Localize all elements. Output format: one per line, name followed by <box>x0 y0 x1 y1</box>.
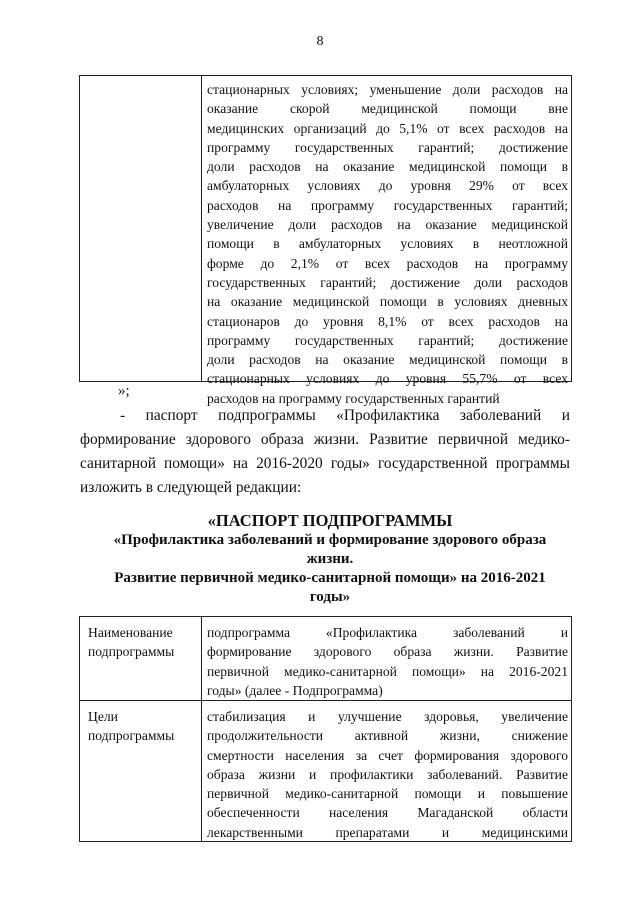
amendment-paragraph <box>80 404 570 500</box>
paragraph-line: изложить в следующей редакции: <box>80 479 302 496</box>
closing-quote: »; <box>118 383 130 399</box>
row-value-line: первичной медико-санитарной помощи» на 2016-2021 <box>207 663 568 679</box>
table-text-line: стационарных условиях; уменьшение доли расходов на <box>207 82 568 97</box>
table-text-line: программу государственных гарантий; достижение <box>207 139 568 155</box>
row-value-line: продолжительности активной жизни, снижение <box>207 728 568 744</box>
table-text-line: расходов на программу государственных гарантий <box>207 390 500 406</box>
row-value-cell <box>202 617 571 700</box>
table-text-line: медицинских организаций до 5,1% от всех расходов на <box>207 120 568 136</box>
row-value-line: годы» (далее - Подпрограмма) <box>207 682 383 698</box>
row-label-line: подпрограммы <box>88 644 175 660</box>
row-value-line: образа жизни и профилактики заболеваний. Развитие <box>207 766 568 782</box>
row-value-line: обеспеченности населения Магаданской области <box>207 805 568 821</box>
row-value-cell <box>202 701 571 841</box>
table-text-line: стационарных условиях до уровня 55,7% от всех <box>207 371 568 387</box>
paragraph-line: санитарной помощи» на 2016-2020 годы» государственной программы <box>80 455 570 472</box>
table-text-line: на оказание медицинской помощи в условиях дневных <box>207 294 568 310</box>
table-text-line: увеличение доли расходов на оказание медицинской <box>207 217 568 233</box>
passport-subtitle-line: Развитие первичной медико-санитарной помощи» на 2016-2021 <box>114 570 546 586</box>
row-label-cell <box>80 701 202 841</box>
passport-heading <box>100 511 560 607</box>
row-label-line: Цели <box>88 709 118 724</box>
passport-subtitle-line: жизни. <box>306 551 354 567</box>
row-value-line: формирование здорового образа жизни. Развитие <box>207 644 568 660</box>
row-label-line: Наименование <box>88 625 173 640</box>
continuation-table-value-cell <box>202 76 571 406</box>
table-text-line: стационаров до уровня 8,1% от всех расходов на <box>207 313 568 329</box>
table-text-line: доли расходов на оказание медицинской помощи в <box>207 159 568 175</box>
row-value-line: смертности населения за счет формирования здорового <box>207 747 568 763</box>
passport-table <box>79 616 572 842</box>
row-value-line: лекарственными препаратами и медицинскими <box>207 824 568 840</box>
row-value-line: подпрограмма «Профилактика заболеваний и <box>207 625 568 640</box>
passport-subtitle-line: годы» <box>309 589 351 605</box>
table-text-line: помощи в амбулаторных условиях в неотложной <box>207 236 568 252</box>
table-row <box>80 617 571 700</box>
row-label-cell <box>80 617 202 700</box>
table-text-line: расходов на программу государственных гарантий; <box>207 197 568 213</box>
passport-subtitle-line: «Профилактика заболеваний и формирование здорового образа <box>113 532 547 548</box>
table-text-line: оказание скорой медицинской помощи вне <box>207 101 568 117</box>
row-value-line: стабилизация и улучшение здоровья, увеличение <box>207 709 568 724</box>
continuation-table <box>79 75 572 406</box>
table-text-line: форме до 2,1% от всех расходов на программу <box>207 255 568 271</box>
passport-title: «ПАСПОРТ ПОДПРОГРАММЫ <box>207 511 453 530</box>
table-text-line: доли расходов на оказание медицинской помощи в <box>207 352 568 368</box>
table-text-line: государственных гарантий; достижение доли расходов <box>207 274 568 290</box>
paragraph-line: - паспорт подпрограммы «Профилактика заболеваний и <box>120 407 570 424</box>
row-label-line: подпрограммы <box>88 728 175 744</box>
table-text-line: программу государственных гарантий; достижение <box>207 332 568 348</box>
continuation-table-label-cell <box>80 76 202 381</box>
table-row <box>80 700 571 841</box>
paragraph-line: формирование здорового образа жизни. Развитие первичной медико- <box>80 431 570 448</box>
page-number: 8 <box>316 34 324 49</box>
row-value-line: первичной медико-санитарной помощи и повышение <box>207 786 568 802</box>
table-text-line: амбулаторных условиях до уровня 29% от всех <box>207 178 568 194</box>
